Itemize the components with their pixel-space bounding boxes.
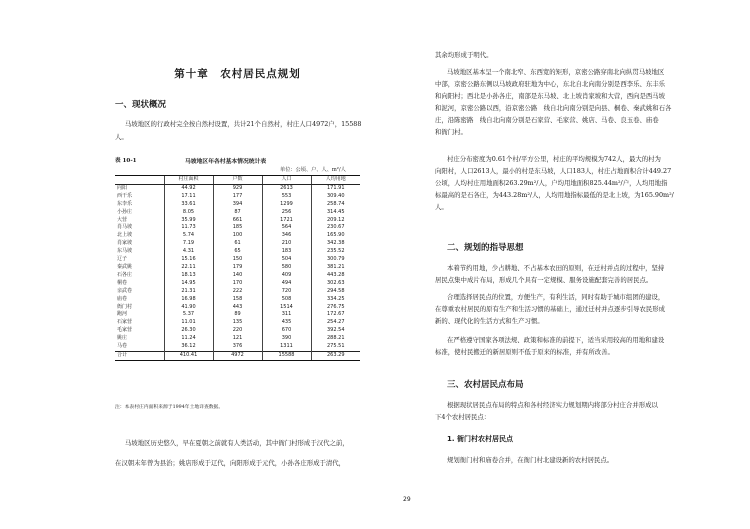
village-name-cell: 北上坡 <box>117 232 133 239</box>
text-line: 标最高的是石各庄，为443.28m²/人，人均用地指标最低的是北上坡，为165.90m²/ <box>435 191 674 199</box>
table-row <box>115 240 360 248</box>
intro-line-2: 人。 <box>115 133 128 141</box>
village-name-cell: 石家营 <box>117 319 133 326</box>
village-name-cell: 毛家营 <box>117 327 133 334</box>
table-cell: 15.16 <box>164 256 213 264</box>
table-cell: 508 <box>262 296 311 304</box>
table-cell: 661 <box>213 217 262 225</box>
table-note: 注：本表村庄内面积来源于1994年土地详查数据。 <box>115 405 224 410</box>
table-cell: 222 <box>213 288 262 296</box>
table-cell: 409 <box>262 272 311 280</box>
table-cell: 177 <box>213 193 262 201</box>
table-row <box>115 193 360 201</box>
table-row <box>115 319 360 327</box>
text-line: 本着节约用地，少占耕地、不占基本农田的原则，在迁村并点的过程中，坚持 <box>447 264 665 272</box>
table-cell: 346 <box>262 232 311 240</box>
text-line: 村庄分布密度为0.61个村/平方公里，村庄的平均规模为742人，最大的村为 <box>447 155 661 163</box>
table-cell: 8.05 <box>164 209 213 217</box>
table-cell: 394 <box>213 201 262 209</box>
text-line: 新的、现代化的生活方式和生产习惯。 <box>435 317 544 325</box>
village-name-cell: 西干乐 <box>117 192 133 199</box>
table-row <box>115 232 360 240</box>
text-line: 马坡地区基本呈一个南北窄、东西宽的矩形，京密公路穿南北向纵贯马坡地区 <box>447 68 665 76</box>
table-cell: 18.13 <box>164 272 213 280</box>
table-cell: 334.25 <box>311 296 360 304</box>
village-name-cell: 姚庄 <box>117 335 128 342</box>
table-cell: 230.67 <box>311 224 360 232</box>
para-density <box>435 153 690 213</box>
total-cell: 263.29 <box>311 351 360 360</box>
table-cell: 11.01 <box>164 319 213 327</box>
village-name-cell: 东马坡 <box>117 248 133 255</box>
text-line: 和衙门村。 <box>435 128 467 136</box>
text-line: 和泥河，京密公路以西，沿京密公路 线自北向南分别是向县、桐卷、秦武姚和石各 <box>435 104 672 112</box>
table-cell: 210 <box>262 240 311 248</box>
table-cell: 309.40 <box>311 193 360 201</box>
text-line: 公顷，人均村庄用地面积263.29m²/人，户均用地面积825.44m²/户，人均用地指 <box>435 179 668 187</box>
table-cell: 4.31 <box>164 248 213 256</box>
table-cell: 256 <box>262 209 311 217</box>
para-yamen-village: 规划衙门村和庙卷合并，在衙门村北建设新的农村居民点。 <box>447 456 614 464</box>
table-cell: 89 <box>213 311 262 319</box>
table-cell: 220 <box>213 327 262 335</box>
text-line: 人。 <box>435 203 448 211</box>
table-cell: 11.73 <box>164 224 213 232</box>
total-cell: 15588 <box>262 351 311 360</box>
table-title: 马坡地区年各村基本情况统计表 <box>185 159 267 165</box>
table-row <box>115 327 360 335</box>
table-row <box>115 288 360 296</box>
table-header: 人均用地 <box>311 176 360 185</box>
text-line: 和向阳村；西北是小孙各庄，南部是东马坡、北上坡肖家坡和大营，西向是西马坡 <box>435 92 666 100</box>
table-cell: 17.11 <box>164 193 213 201</box>
history-line-1: 马坡地区历史悠久，早在夏朝之前就有人类活动，其中衙门村形成于汉代之前， <box>125 439 349 447</box>
table-cell: 929 <box>213 184 262 192</box>
table-cell: 140 <box>213 272 262 280</box>
table-cell: 580 <box>262 264 311 272</box>
table-cell: 87 <box>213 209 262 217</box>
table-cell: 314.45 <box>311 209 360 217</box>
table-row <box>115 209 360 217</box>
table-header <box>115 176 164 185</box>
table-cell: 65 <box>213 248 262 256</box>
table-header: 户数 <box>213 176 262 185</box>
table-row <box>115 217 360 225</box>
table-cell: 61 <box>213 240 262 248</box>
table-cell: 121 <box>213 335 262 343</box>
table-cell: 36.12 <box>164 343 213 351</box>
text-line: 在尊重农村居民的原有生产和生活习惯的基础上，通过迁村并点逐步引导农民形成 <box>435 305 666 313</box>
text-line: 向阳村，人口2613人，最小的村是东马坡，人口183人，村庄占地面积合计449.27 <box>435 167 672 175</box>
total-cell: 4972 <box>213 351 262 360</box>
table-cell: 553 <box>262 193 311 201</box>
table-row <box>115 304 360 312</box>
table-cell: 41.90 <box>164 304 213 312</box>
table-row <box>115 311 360 319</box>
table-cell: 21.31 <box>164 288 213 296</box>
para-layout <box>435 399 690 423</box>
village-name-cell: 大营 <box>117 216 128 223</box>
table-cell: 11.24 <box>164 335 213 343</box>
text-line: 下4个农村居民点： <box>435 413 491 421</box>
table-cell: 288.21 <box>311 335 360 343</box>
table-cell: 1299 <box>262 201 311 209</box>
table-row <box>115 296 360 304</box>
village-name-cell: 向阳 <box>117 184 128 191</box>
table-cell: 435 <box>262 319 311 327</box>
table-cell: 443 <box>213 304 262 312</box>
table-row <box>115 335 360 343</box>
village-name-cell: 肖家坡 <box>117 240 133 247</box>
table-cell: 172.67 <box>311 311 360 319</box>
table-cell: 254.27 <box>311 319 360 327</box>
table-row <box>115 272 360 280</box>
table-cell: 311 <box>262 311 311 319</box>
village-name-cell: 石各庄 <box>117 271 133 278</box>
total-label-cell: 合计 <box>115 351 164 360</box>
table-cell: 100 <box>213 232 262 240</box>
table-row <box>115 184 360 192</box>
table-header: 村庄面积 <box>164 176 213 185</box>
table-cell: 443.28 <box>311 272 360 280</box>
village-name-cell: 跑河 <box>117 311 128 318</box>
text-line: 庄，沿陈密路 线自北向南分别是石家营、毛家营、姚店、马卷、良玉卷、庙卷 <box>435 116 659 124</box>
table-cell: 1311 <box>262 343 311 351</box>
table-row <box>115 248 360 256</box>
para-ming-dynasty: 其余均形成于明代。 <box>435 51 493 59</box>
table-cell: 5.37 <box>164 311 213 319</box>
village-name-cell: 东李乐 <box>117 200 133 207</box>
table-cell: 376 <box>213 343 262 351</box>
text-line: 在严格遵守国家各项法规、政策和标准的前提下，适当采用较高的用地和建设 <box>447 336 665 344</box>
table-cell: 235.52 <box>311 248 360 256</box>
village-name-cell: 秦武姚 <box>117 263 133 270</box>
section-heading-1: 一、现状概况 <box>115 100 167 110</box>
village-name-cell: 小孙庄 <box>117 208 133 215</box>
village-name-cell: 肖马坡 <box>117 224 133 231</box>
text-line: 标准，使村民搬迁的新居原则不低于原来的标准，并有所改善。 <box>435 348 614 356</box>
village-name-cell: 马卷 <box>117 343 128 350</box>
village-name-cell: 衙门村 <box>117 303 133 310</box>
table-cell: 2613 <box>262 184 311 192</box>
table-cell: 720 <box>262 288 311 296</box>
table-cell: 258.74 <box>311 201 360 209</box>
para-principles-2 <box>435 291 690 327</box>
table-cell: 14.95 <box>164 280 213 288</box>
table-header-row <box>115 176 360 185</box>
section-heading-3: 三、农村居民点布局 <box>447 380 524 390</box>
table-cell: 26.30 <box>164 327 213 335</box>
table-cell: 390 <box>262 335 311 343</box>
table-cell: 342.38 <box>311 240 360 248</box>
history-line-2: 在汉朝末年曾为县治；姚店形成于辽代，向阳形成于元代，小孙各庄形成于清代， <box>115 459 346 467</box>
table-cell: 158 <box>213 296 262 304</box>
table-total-row <box>115 351 360 360</box>
table-cell: 294.58 <box>311 288 360 296</box>
table-row <box>115 264 360 272</box>
text-line: 合理选择居民点的位置，方便生产，有利生活，同时有助于城市组团的建设， <box>447 293 665 301</box>
table-cell: 275.51 <box>311 343 360 351</box>
table-cell: 22.11 <box>164 264 213 272</box>
page-number: 29 <box>403 496 411 503</box>
table-cell: 1514 <box>262 304 311 312</box>
table-header: 人口 <box>262 176 311 185</box>
village-name-cell: 庙卷 <box>117 295 128 302</box>
table-cell: 1721 <box>262 217 311 225</box>
table-cell: 276.75 <box>311 304 360 312</box>
table-row <box>115 224 360 232</box>
village-name-cell: 桐卷 <box>117 279 128 286</box>
chapter-title: 第十章 农村居民点规划 <box>174 68 301 80</box>
para-geography <box>435 66 690 138</box>
para-principles-1 <box>435 262 690 286</box>
table-row <box>115 280 360 288</box>
table-row <box>115 343 360 351</box>
table-cell: 33.61 <box>164 201 213 209</box>
table-unit: 单位：公顷、户、人、m²/人 <box>280 167 346 173</box>
table-cell: 564 <box>262 224 311 232</box>
table-cell: 302.63 <box>311 280 360 288</box>
table-cell: 381.21 <box>311 264 360 272</box>
table-row <box>115 256 360 264</box>
table-cell: 35.99 <box>164 217 213 225</box>
table-row <box>115 201 360 209</box>
table-cell: 16.98 <box>164 296 213 304</box>
table-cell: 670 <box>262 327 311 335</box>
table-cell: 165.90 <box>311 232 360 240</box>
section-heading-2: 二、规划的指导思想 <box>447 243 524 253</box>
table-cell: 392.54 <box>311 327 360 335</box>
village-name-cell: 亲武卷 <box>117 287 133 294</box>
text-line: 居民点集中成片布局，形成几个具有一定规模、服务设施配套完善的居民点。 <box>435 276 653 284</box>
table-cell: 135 <box>213 319 262 327</box>
table-cell: 179 <box>213 264 262 272</box>
table-cell: 185 <box>213 224 262 232</box>
para-principles-3 <box>435 334 690 358</box>
table-cell: 494 <box>262 280 311 288</box>
table-cell: 170 <box>213 280 262 288</box>
village-statistics-table <box>115 175 360 361</box>
total-cell: 410.41 <box>164 351 213 360</box>
table-label: 表 10-1 <box>115 158 137 164</box>
table-cell: 183 <box>262 248 311 256</box>
subsection-heading-1: 1. 衙门村农村居民点 <box>447 435 513 443</box>
text-line: 根据现状居民点布局的特点和各村经济实力规划期内将部分村庄合并形成以 <box>447 401 658 409</box>
intro-line-1: 马坡地区的行政村完全按自然村设置，共计21个自然村，村庄人口4972户，15588 <box>125 120 362 128</box>
table-cell: 209.12 <box>311 217 360 225</box>
table-cell: 300.79 <box>311 256 360 264</box>
table-cell: 5.74 <box>164 232 213 240</box>
table-cell: 7.19 <box>164 240 213 248</box>
table-cell: 171.91 <box>311 184 360 192</box>
table-cell: 150 <box>213 256 262 264</box>
village-name-cell: 辽子 <box>117 256 128 263</box>
text-line: 中部，京密公路东侧以马坡政府驻地为中心，东北自北向南分别是西李乐、东丰乐 <box>435 80 666 88</box>
table-cell: 44.92 <box>164 184 213 192</box>
table-cell: 504 <box>262 256 311 264</box>
